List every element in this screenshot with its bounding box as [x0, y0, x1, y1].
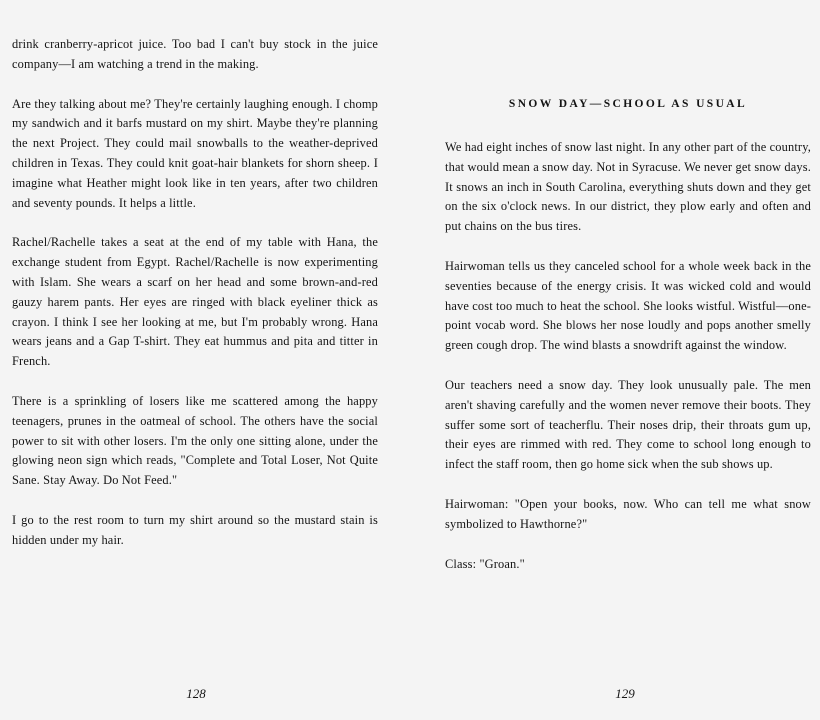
- paragraph: I go to the rest room to turn my shirt around so the mustard stain is hidden under my hair.: [12, 512, 378, 547]
- paragraph: Hairwoman tells us they canceled school for a whole week back in the seventies because of the energy crisis. It was wicked cold and would have cost too much to heat the school. She looks wistful. Wistful—one-point vocab word. She blows her nose loudly and pops another smelly green cough drop. The wind blasts a snowdrift against the window.: [445, 258, 811, 353]
- right-page: [445, 0, 811, 720]
- paragraph: Hairwoman: "Open your books, now. Who can tell me what snow symbolized to Hawthorne?": [445, 496, 811, 531]
- paragraph: Rachel/Rachelle takes a seat at the end of my table with Hana, the exchange student from Egypt. Rachel/Rachelle is now experimenting with Islam. She wears a scarf on her head and some brown-and-red gauzy harem pants. Her eyes are ringed with black eyeliner thick as crayon. I think I see her looking at me, but I'm probably wrong. Hana wears jeans and a Gap T-shirt. They eat hummus and pita and titter in French.: [12, 235, 378, 369]
- paragraph: Are they talking about me? They're certainly laughing enough. I chomp my sandwich and it barfs mustard on my shirt. Maybe they're planning the next Project. They could mail snowballs to the weather-deprived children in Texas. They could knit goat-hair blankets for shorn sheep. I imagine what Heather might look like in ten years, after two children and seventy pounds. It helps a little.: [12, 96, 378, 210]
- chapter-title: SNOW DAY—SCHOOL AS USUAL: [508, 98, 748, 110]
- paragraph: Class: "Groan.": [445, 556, 525, 571]
- right-page-text: [445, 138, 811, 594]
- paragraph: We had eight inches of snow last night. In any other part of the country, that would mean a snow day. Not in Syracuse. We never get snow days. It snows an inch in South Carolina, everything shuts down and they get on the six o'clock news. In our district, they plow early and often and put chains on the bus tires.: [445, 140, 811, 234]
- left-page-text: [12, 35, 378, 571]
- paragraph: drink cranberry-apricot juice. Too bad I can't buy stock in the juice company—I am watching a trend in the making.: [12, 37, 378, 71]
- paragraph: Our teachers need a snow day. They look unusually pale. The men aren't shaving carefully and the women never remove their boots. They suffer some sort of teacherflu. Their noses drip, their throats gum up, their eyes are rimmed with red. They come to school long enough to infect the staff room, then go home sick when the sub shows up.: [445, 377, 811, 472]
- left-page: [12, 0, 378, 720]
- page-number: 128: [186, 686, 206, 701]
- page-number: 129: [615, 686, 635, 701]
- paragraph: There is a sprinkling of losers like me scattered among the happy teenagers, prunes in the oatmeal of school. The others have the social power to sit with other losers. I'm the only one sitting alone, under the glowing neon sign which reads, "Complete and Total Loser, Not Quite Sane. Stay Away. Do Not Feed.": [12, 393, 378, 488]
